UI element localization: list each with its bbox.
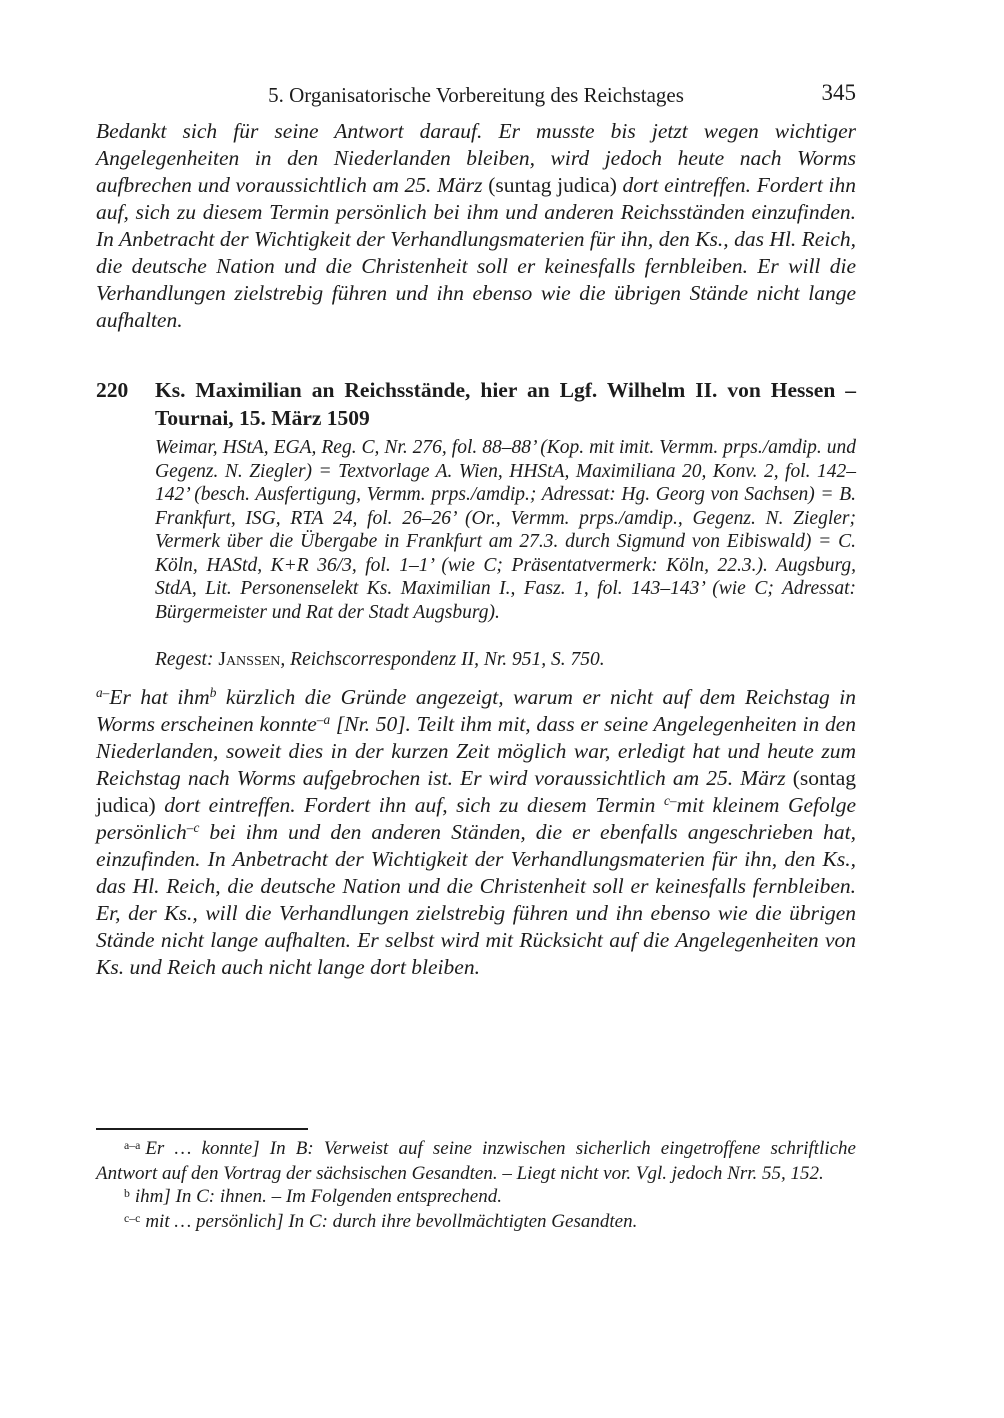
entry-title-line2: Tournai, 15. März 1509: [155, 406, 370, 430]
regest-reference-line: Regest: Janssen, Reichscorrespondenz II, Nr. 951, S. 750.: [155, 649, 605, 670]
footnote-text: Er … konnte] In B: Verweist auf seine inzwischen sicherlich eingetroffene schriftliche Antwort auf den Vortrag der sächsischen Gesandten. – Liegt nicht vor. Vgl. jedoch Nrr. 55, 152.: [96, 1138, 856, 1184]
footnote-rule: [96, 1128, 308, 1130]
footnote-marker: b: [124, 1186, 130, 1200]
entry-title-line1: Ks. Maximilian an Reichsstände, hier an Lgf. Wilhelm II. von Hessen –: [155, 378, 856, 402]
section-title: 5. Organisatorische Vorbereitung des Reichstages: [268, 83, 684, 107]
footnotes-section: [96, 1128, 856, 1235]
summary-paragraph: Bedankt sich für seine Antwort darauf. Er musste bis jetzt wegen wichtiger Angelegenheiten in den Niederlanden bleiben, wird jedoch heute nach Worms aufbrechen und voraussichtlich am 25. März (suntag judica) dort eintreffen. Fordert ihn auf, sich zu diesem Termin persönlich bei ihm und anderen Reichsständen einzufinden. In Anbetracht der Wichtigkeit der Verhandlungsmaterien für ihn, den Ks., das Hl. Reich, die deutsche Nation und die Christenheit soll er keinesfalls fernbleiben. Er will die Verhandlungen zielstrebig führen und ihn ebenso wie die übrigen Stände nicht lange aufhalten.: [96, 119, 856, 332]
footnote-marker: a–a: [124, 1138, 141, 1152]
page-number: 345: [821, 80, 856, 105]
entry-number: 220: [96, 378, 129, 402]
footnote-text: mit … persönlich] In C: durch ihre bevollmächtigten Gesandten.: [145, 1211, 638, 1232]
footnote-text: ihm] In C: ihnen. – Im Folgenden entsprechend.: [134, 1186, 502, 1207]
footnote-b: [96, 1185, 856, 1210]
footnote-c: [96, 1210, 856, 1235]
entry-title: [155, 376, 856, 432]
provenance-paragraph: Weimar, HStA, EGA, Reg. C, Nr. 276, fol. 88–88’ (Kop. mit imit. Vermm. prps./amdip. und Gegenz. N. Ziegler) = Textvorlage A. Wien, HHStA, Maximiliana 20, Konv. 2, fol. 142–142’ (besch. Ausfertigung, Vermm. prps./amdip.; Adressat: Hg. Georg von Sachsen) = B. Frankfurt, ISG, RTA 24, fol. 26–26’ (Or., Vermm. prps./amdip., Gegenz. N. Ziegler; Vermerk über die Übergabe in Frankfurt am 27.3. durch Sigmund von Eibiswald) = C. Köln, HAStd, K+R 36/3, fol. 1–1’ (wie C; Präsentatvermerk: Köln, 22.3.). Augsburg, StdA, Lit. Personenselekt Ks. Maximilian I., Fasz. 1, fol. 143–143’ (wie C; Adressat: Bürgermeister und Rat der Stadt Augsburg).: [155, 437, 856, 623]
entry-heading: [96, 376, 856, 432]
regest-body: $^{a-}$Er hat ihm$^b$ kürzlich die Gründe angezeigt, warum er nicht auf dem Reichstag in Worms erscheinen konnte$^{-a}$ [Nr. 50]. Teilt ihm mit, dass er seine Angelegenheiten in den Niederlanden, soweit dies in der kurzen Zeit möglich war, erledigt hat und heute zum Reichstag nach Worms aufgebrochen ist. Er wird voraussichtlich am 25. März (sontag judica) dort eintreffen. Fordert ihn auf, sich zu diesem Termin $^{c-}$mit kleinem Gefolge persönlich$^{-c}$ bei ihm und den anderen Ständen, die er ebenfalls angeschrieben hat, einzufinden. In Anbetracht der Wichtigkeit der Verhandlungsmaterien für ihn, den Ks., das Hl. Reich, die deutsche Nation und die Christenheit soll er keinesfalls fernbleiben. Er, der Ks., will die Verhandlungen zielstrebig führen und ihn ebenso wie die übrigen Stände nicht lange aufhalten. Er selbst wird mit Rücksicht auf die Angelegenheiten von Ks. und Reich auch nicht lange dort bleiben.: [96, 685, 856, 979]
running-header: [96, 82, 856, 108]
footnote-marker: c–c: [124, 1211, 141, 1225]
footnote-a: [96, 1137, 856, 1185]
